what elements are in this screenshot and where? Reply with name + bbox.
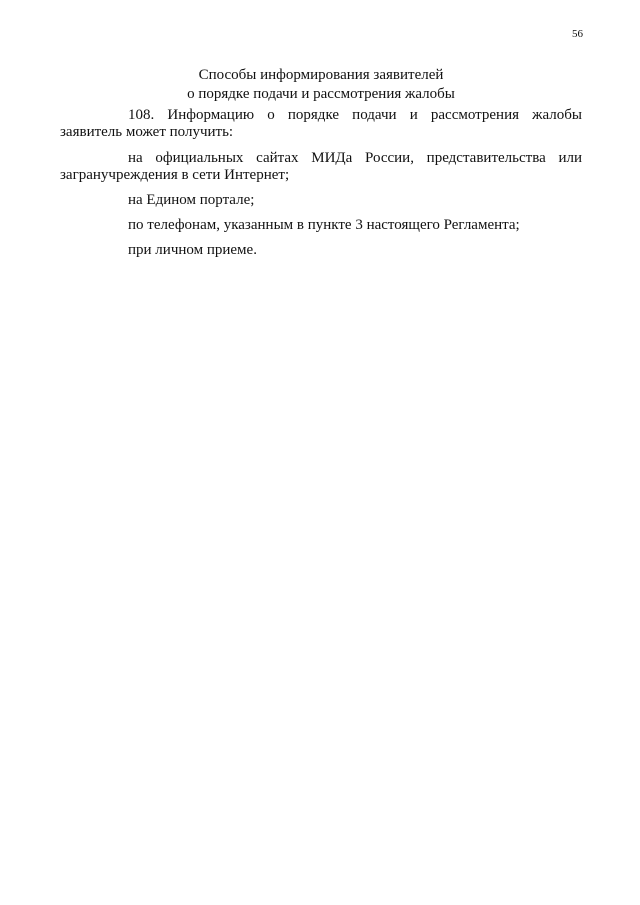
section-heading-line-1: Способы информирования заявителей <box>198 67 444 83</box>
document-body <box>60 107 582 267</box>
list-item-official-sites <box>60 150 582 184</box>
list-item-phones: по телефонам, указанным в пункте 3 настоящего Регламента; <box>128 217 520 233</box>
section-heading-line-2: о порядке подачи и рассмотрения жалобы <box>187 86 455 102</box>
page-number: 56 <box>572 28 583 40</box>
list-item-unified-portal: на Едином портале; <box>128 192 255 208</box>
list-item-personal-visit: при личном приеме. <box>128 242 257 258</box>
list-item-official-sites-line-2: загранучреждения в сети Интернет; <box>60 167 290 183</box>
section-heading <box>60 66 582 104</box>
list-item-official-sites-line-1: на официальных сайтах МИДа России, представительства или <box>128 150 582 166</box>
paragraph-108: 108. Информацию о порядке подачи и рассмотрения жалобы заявитель может получить: <box>60 107 582 140</box>
